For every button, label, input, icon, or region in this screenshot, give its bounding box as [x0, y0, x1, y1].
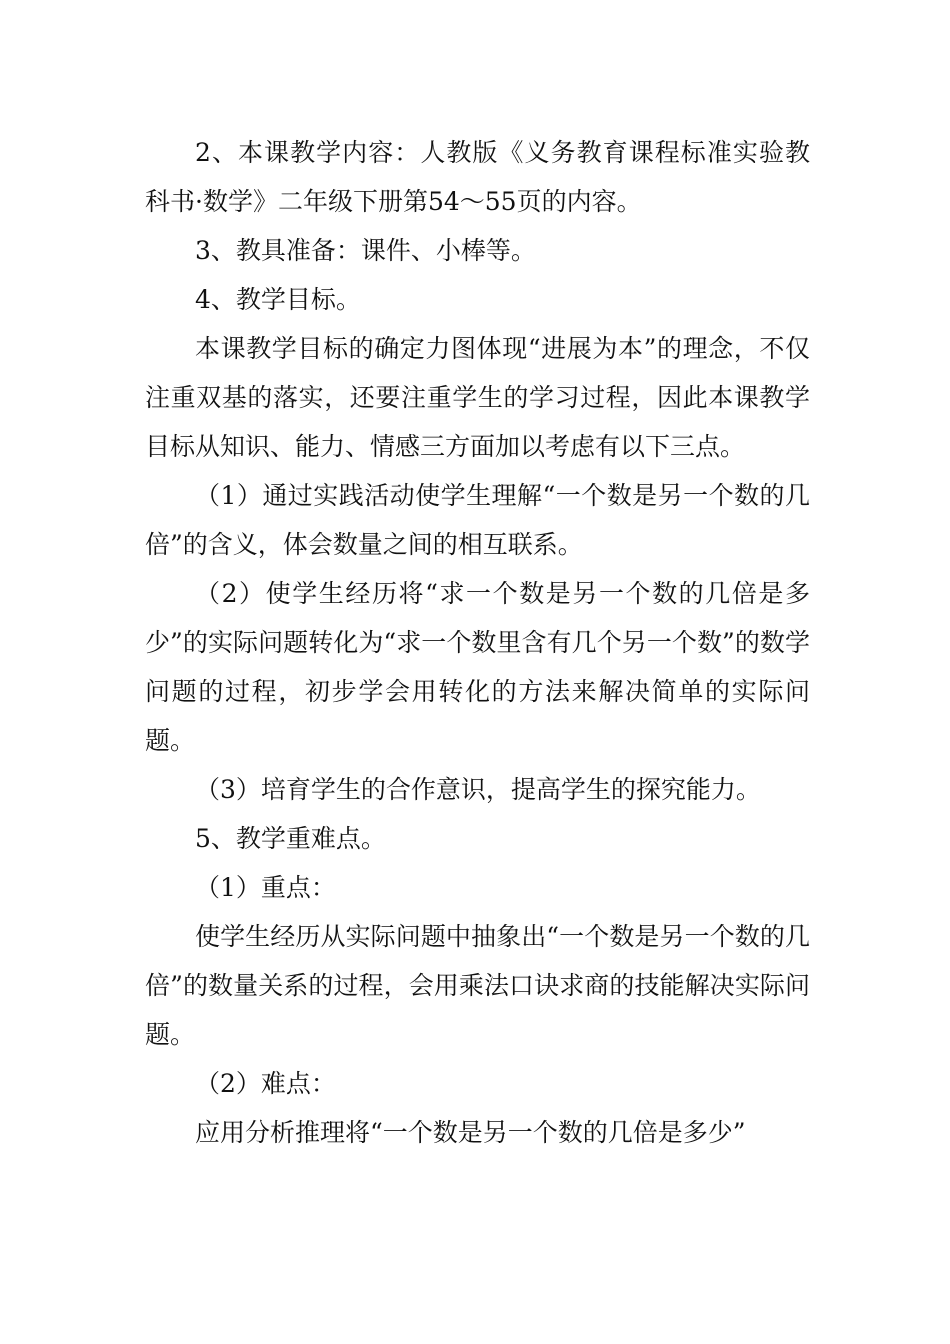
paragraph-key-point-text: 使学生经历从实际问题中抽象出“一个数是另一个数的几倍”的数量关系的过程，会用乘法口诀求商的技能解决实际问题。	[145, 922, 810, 1049]
paragraph-difficulty-text: 应用分析推理将“一个数是另一个数的几倍是多少”	[195, 1118, 746, 1147]
paragraph-difficulty-label: （2）难点：	[195, 1069, 336, 1098]
paragraph-teaching-goals-intro: 本课教学目标的确定力图体现“进展为本”的理念，不仅注重双基的落实，还要注重学生的学习过程，因此本课教学目标从知识、能力、情感三方面加以考虑有以下三点。	[145, 334, 810, 461]
paragraph-goal-3: （3）培育学生的合作意识，提高学生的探究能力。	[195, 775, 761, 804]
paragraph-key-points-heading: 5、教学重难点。	[195, 824, 386, 853]
paragraph-goal-2: （2）使学生经历将“求一个数是另一个数的几倍是多少”的实际问题转化为“求一个数里含有几个另一个数”的数学问题的过程，初步学会用转化的方法来解决简单的实际问题。	[145, 579, 810, 755]
paragraph-teaching-aids: 3、教具准备：课件、小棒等。	[195, 236, 536, 265]
paragraph-key-point-label: （1）重点：	[195, 873, 336, 902]
document-page	[145, 128, 810, 1157]
paragraph-teaching-content: 2、本课教学内容：人教版《义务教育课程标准实验教科书·数学》二年级下册第54～55页的内容。	[145, 138, 810, 216]
paragraph-goal-1: （1）通过实践活动使学生理解“一个数是另一个数的几倍”的含义，体会数量之间的相互联系。	[145, 481, 810, 559]
paragraph-teaching-goals-heading: 4、教学目标。	[195, 285, 361, 314]
